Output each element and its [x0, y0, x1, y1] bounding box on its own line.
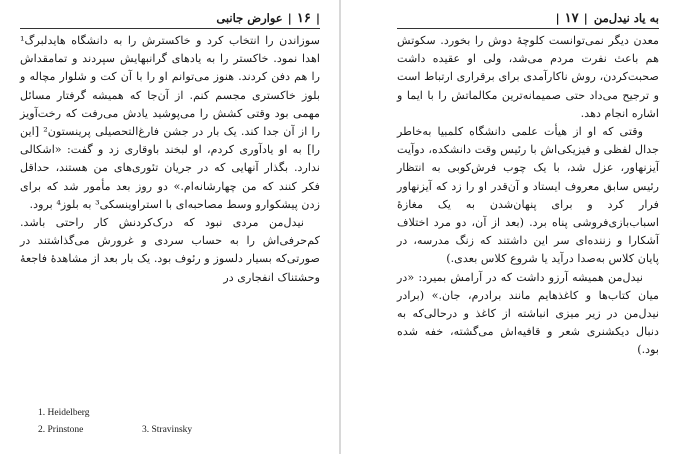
header-divider: |	[287, 11, 292, 25]
paragraph: وقتی که او از هیأت علمی دانشگاه کلمبیا به‌خاطر جدال لفظی و فیزیکی‌اش با رئیس وقت دانشکده، دوآیت آیزنهاور، عزل شد، با یک چوب فرش‌کوبی به انتظار رئیس سابق معروف ایستاد و آن‌قدر او را زد که آیزنهاور فرار کرد و برای پنهان‌شدن به یک مغازهٔ اسباب‌بازی‌فروشی پناه برد. (بعد از آن، دو مرد اختلاف آشکارا و زننده‌ای سر این داشتند که زنگ مدرسه، در پایان کلاس به‌صدا درآید یا شروع کلاس بعدی.)	[397, 125, 659, 266]
footnote: 3. Stravinsky	[142, 425, 193, 435]
right-page-number: ۱۷	[564, 10, 579, 26]
left-page-number: ۱۶	[296, 10, 311, 26]
right-page-body	[397, 32, 659, 360]
paragraph: معدن دیگر نمی‌توانست کلوچهٔ دوش را بخورد. سکوتش هم باعث نفرت مردم می‌شد، ولی او عقیده داشت صحبت‌کردن، روش ناکارآمدی برای برقراری ارتباط است و ترجیح می‌داد حتی صمیمانه‌ترین مکالماتش را با ایما و اشاره انجام دهد.	[397, 34, 659, 120]
right-page	[341, 0, 681, 454]
paragraph: نیدل‌من همیشه آرزو داشت که در آرامش بمیرد: «در میان کتاب‌ها و کاغذهایم مانند برادرم، جان.» (برادر نیدل‌من در زیر میزی انباشته از کاغذ و درحالی‌که به دنبال دیکشنری شعر و قافیه‌اش می‌گشته، خفه شده بود.)	[397, 270, 659, 357]
header-divider: |	[583, 11, 588, 25]
left-page	[0, 0, 340, 454]
left-page-header	[20, 8, 320, 28]
right-page-header	[397, 8, 659, 28]
right-header-rule	[397, 28, 659, 29]
header-divider: |	[555, 11, 560, 25]
header-divider: |	[315, 11, 320, 25]
footnotes	[38, 405, 318, 439]
left-header-rule	[20, 28, 320, 29]
footnote: 2. Prinstone	[38, 425, 84, 435]
paragraph: سوزاندن را انتخاب کرد و خاکسترش را به دانشگاه هایدلبرگ¹ اهدا نمود. خاکستر را به یادهای گرانبهایش سپردند و تمامقداش را هم دفن کردند. هنوز می‌توانم او را با آن کت و شلوار مچاله و بلوز خاکستری مجسم کنم. از آن‌جا که همیشه گرفتار مسائل مهمی بود وقتی کشش را می‌پوشید یادش می‌رفت که رخت‌آویز را از آن جدا کند. یک بار در جشن فارغ‌التحصیلی پرینستون² [این را] به او یادآوری کردم، او لبخند باوقاری زد و گفت: «اشکالی ندارد. بگذار آنهایی که در جریان تئوری‌های من هستند، حداقل فکر کنند که من چهارشانه‌ام.» دو روز بعد مأمور شد که برای زدن پیشکوارو وسط مصاحبه‌ای با استراوینسکی³ به بلوز⁴ برود.	[20, 34, 320, 211]
left-page-body	[20, 32, 320, 287]
left-running-title: عوارض جانبی	[216, 11, 283, 25]
right-running-title: به یاد نیدل‌من	[593, 11, 659, 25]
paragraph: نیدل‌من مردی نبود که درک‌کردنش کار راحتی باشد. کم‌حرفی‌اش را به حساب سردی و غرورش می‌گذاشتند در صورتی‌که بسیار دلسوز و رئوف بود. یک بار بعد از مشاهدهٔ فاجعهٔ وحشتناک انفجاری در	[20, 216, 320, 284]
footnote: 1. Heidelberg	[38, 408, 90, 418]
